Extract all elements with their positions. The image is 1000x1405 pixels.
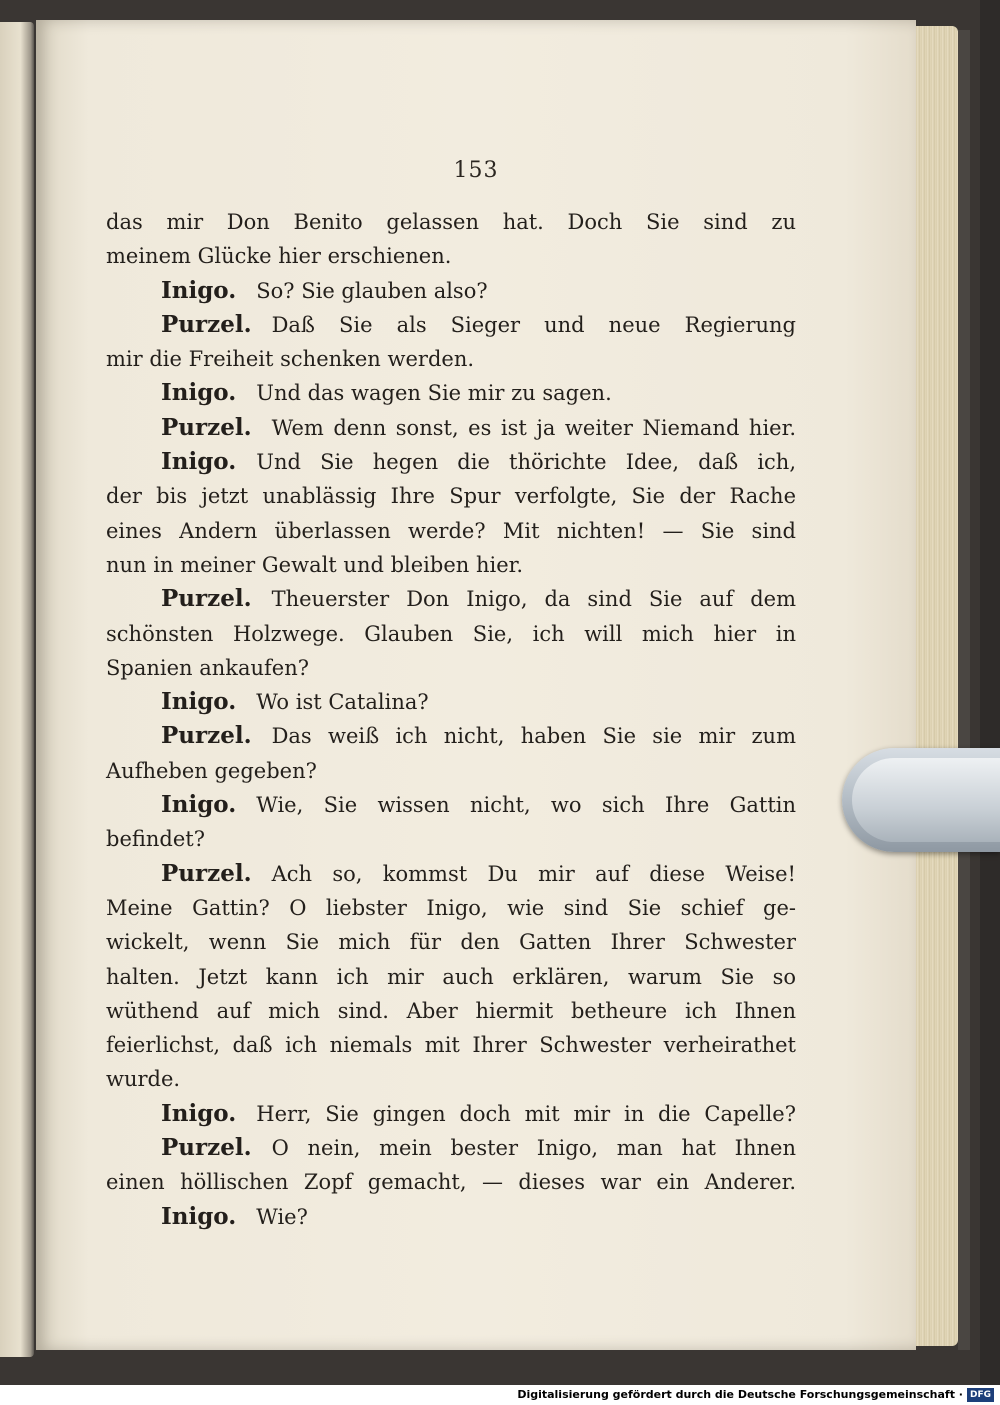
line-text: der bis jetzt unablässig Ihre Spur verfolgte, Sie der Rache xyxy=(106,484,796,509)
dialogue-line xyxy=(106,1131,796,1165)
text-line xyxy=(106,548,796,582)
text-line xyxy=(106,514,796,548)
text-line xyxy=(106,822,796,856)
line-text: eines Andern überlassen werde? Mit nichten! — Sie sind xyxy=(106,518,796,543)
line-text: So? Sie glauben also? xyxy=(256,278,488,303)
line-text: das mir Don Benito gelassen hat. Doch Sie sind zu xyxy=(106,210,796,234)
text-line xyxy=(106,1062,796,1096)
text-line xyxy=(106,754,796,788)
line-text: mir die Freiheit schenken werden. xyxy=(106,347,475,372)
dialogue-line xyxy=(106,857,796,891)
text-line xyxy=(106,891,796,925)
dialogue-line xyxy=(106,582,796,616)
speaker-name: Inigo. xyxy=(161,1099,237,1127)
dialogue-line xyxy=(106,1097,796,1131)
speaker-name: Inigo. xyxy=(161,688,237,716)
line-text: Daß Sie als Sieger und neue Regierung xyxy=(271,312,796,337)
text-line xyxy=(106,205,796,239)
dialogue-line xyxy=(106,445,796,479)
line-text: Aufheben gegeben? xyxy=(106,758,317,783)
line-text: O nein, mein bester Inigo, man hat Ihnen xyxy=(271,1136,796,1161)
dialogue-line xyxy=(106,274,796,308)
line-text: Wie? xyxy=(256,1204,308,1229)
line-text: meinem Glücke hier erschienen. xyxy=(106,244,452,269)
page-clip xyxy=(842,748,1000,852)
speaker-name: Purzel. xyxy=(161,310,252,338)
line-text: wüthend auf mich sind. Aber hiermit betheure ich Ihnen xyxy=(106,998,796,1023)
back-cover-edge xyxy=(958,30,970,1350)
line-text: Herr, Sie gingen doch mit mir in die Capelle? xyxy=(256,1101,796,1126)
text-line xyxy=(106,342,796,376)
line-text: feierlichst, daß ich niemals mit Ihrer Schwester verheirathet xyxy=(106,1033,796,1058)
line-text: Ach so, kommst Du mir auf diese Weise! xyxy=(271,861,796,886)
speaker-name: Inigo. xyxy=(161,1202,237,1230)
speaker-name: Purzel. xyxy=(161,722,252,750)
dialogue-line xyxy=(106,411,796,445)
speaker-name: Inigo. xyxy=(161,448,237,476)
line-text: Spanien ankaufen? xyxy=(106,655,310,680)
text-line xyxy=(106,1165,796,1199)
dfg-logo: DFG xyxy=(967,1388,994,1402)
line-text: Meine Gattin? O liebster Inigo, wie sind Sie schief ge- xyxy=(106,895,796,920)
line-text: Und das wagen Sie mir zu sagen. xyxy=(256,381,612,406)
credit-footer xyxy=(0,1385,1000,1405)
text-line xyxy=(106,1028,796,1062)
text-line xyxy=(106,651,796,685)
line-text: Wem denn sonst, es ist ja weiter Niemand hier. xyxy=(271,415,796,440)
speaker-name: Purzel. xyxy=(161,413,252,441)
dialogue-line xyxy=(106,1200,796,1234)
line-text: wickelt, wenn Sie mich für den Gatten Ihrer Schwester xyxy=(106,930,796,955)
line-text: befindet? xyxy=(106,827,205,852)
line-text: einen höllischen Zopf gemacht, — dieses war ein Anderer. xyxy=(106,1170,796,1195)
line-text: Das weiß ich nicht, haben Sie sie mir zum xyxy=(271,724,796,749)
speaker-name: Purzel. xyxy=(161,1134,252,1162)
text-line xyxy=(106,925,796,959)
line-text: Und Sie hegen die thörichte Idee, daß ich, xyxy=(256,450,796,475)
speaker-name: Inigo. xyxy=(161,791,237,819)
speaker-name: Inigo. xyxy=(161,276,237,304)
page-text xyxy=(106,205,796,1234)
speaker-name: Purzel. xyxy=(161,585,252,613)
line-text: halten. Jetzt kann ich mir auch erklären, warum Sie so xyxy=(106,964,796,989)
text-line xyxy=(106,960,796,994)
dialogue-line xyxy=(106,376,796,410)
line-text: Wo ist Catalina? xyxy=(256,690,429,715)
line-text: schönsten Holzwege. Glauben Sie, ich will mich hier in xyxy=(106,621,796,646)
line-text: Wie, Sie wissen nicht, wo sich Ihre Gattin xyxy=(256,793,796,818)
book-page xyxy=(36,20,916,1350)
line-text: Theuerster Don Inigo, da sind Sie auf dem xyxy=(271,587,796,612)
speaker-name: Purzel. xyxy=(161,859,252,887)
dialogue-line xyxy=(106,788,796,822)
speaker-name: Inigo. xyxy=(161,379,237,407)
line-text: nun in meiner Gewalt und bleiben hier. xyxy=(106,552,524,577)
dialogue-line xyxy=(106,719,796,753)
credit-text: Digitalisierung gefördert durch die Deutsche Forschungsgemeinschaft · xyxy=(517,1388,963,1401)
text-line xyxy=(106,617,796,651)
previous-page-edge xyxy=(0,22,34,1357)
text-line xyxy=(106,239,796,273)
text-line xyxy=(106,479,796,513)
page-number: 153 xyxy=(453,158,499,183)
dialogue-line xyxy=(106,685,796,719)
dialogue-line xyxy=(106,308,796,342)
page-clip-highlight xyxy=(852,758,1000,842)
line-text: wurde. xyxy=(106,1067,181,1092)
text-line xyxy=(106,994,796,1028)
